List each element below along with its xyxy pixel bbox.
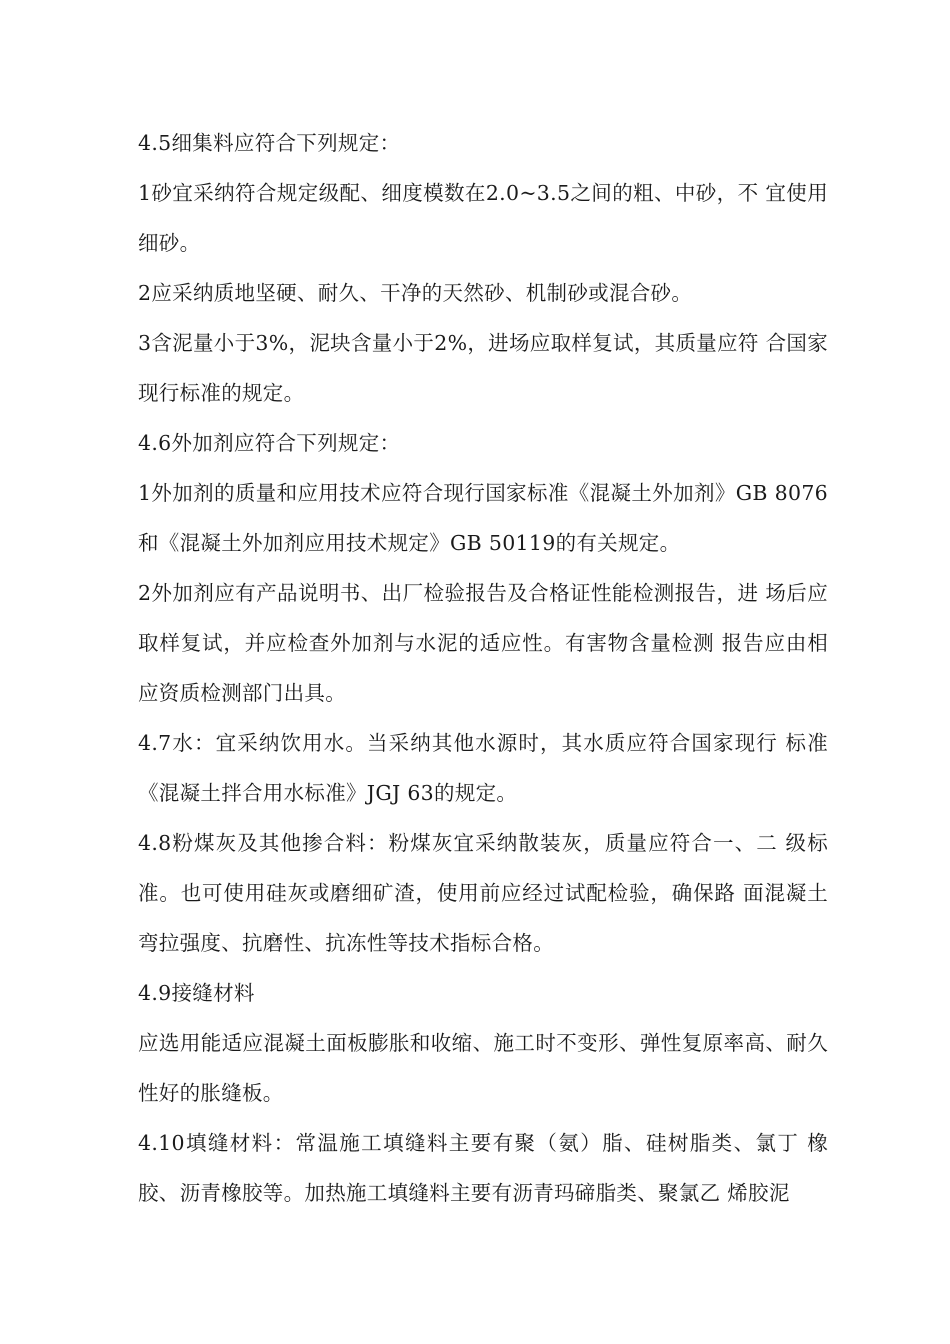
paragraph-4-7: 4.7水：宜采纳饮用水。当采纳其他水源时，其水质应符合国家现行 标准《混凝土拌合用水标准》JGJ 63的规定。 xyxy=(138,731,828,805)
paragraph-4-6-item-2: 2外加剂应有产品说明书、出厂检验报告及合格证性能检测报告，进 场后应取样复试，并应检查外加剂与水泥的适应性。有害物含量检测 报告应由相应资质检测部门出具。 xyxy=(138,581,828,705)
paragraph-4-8: 4.8粉煤灰及其他掺合料：粉煤灰宜采纳散装灰，质量应符合一、二 级标准。也可使用硅灰或磨细矿渣，使用前应经过试配检验，确保路 面混凝土弯拉强度、抗磨性、抗冻性等技术指标合格。 xyxy=(138,831,828,955)
paragraph-4-9-heading: 4.9接缝材料 xyxy=(138,981,255,1005)
paragraph-4-10: 4.10填缝材料：常温施工填缝料主要有聚（氨）脂、硅树脂类、氯丁 橡胶、沥青橡胶等。加热施工填缝料主要有沥青玛碲脂类、聚氯乙 烯胶泥 xyxy=(138,1131,828,1205)
paragraph-4-6-item-1: 1外加剂的质量和应用技术应符合现行国家标准《混凝土外加剂》GB 8076和《混凝土外加剂应用技术规定》GB 50119的有关规定。 xyxy=(138,481,828,555)
paragraph-4-5-heading: 4.5细集料应符合下列规定： xyxy=(138,131,401,155)
paragraph-4-5-item-1: 1砂宜采纳符合规定级配、细度模数在2.0~3.5之间的粗、中砂，不 宜使用细砂。 xyxy=(138,181,828,255)
paragraph-4-5-item-2: 2应采纳质地坚硬、耐久、干净的天然砂、机制砂或混合砂。 xyxy=(138,281,693,305)
paragraph-4-9-body: 应选用能适应混凝土面板膨胀和收缩、施工时不变形、弹性复原率高、耐久性好的胀缝板。 xyxy=(138,1031,828,1105)
paragraph-4-5-item-3: 3含泥量小于3%，泥块含量小于2%，进场应取样复试，其质量应符 合国家现行标准的规定。 xyxy=(138,331,828,405)
paragraph-4-6-heading: 4.6外加剂应符合下列规定： xyxy=(138,431,401,455)
document-body xyxy=(138,118,828,1218)
